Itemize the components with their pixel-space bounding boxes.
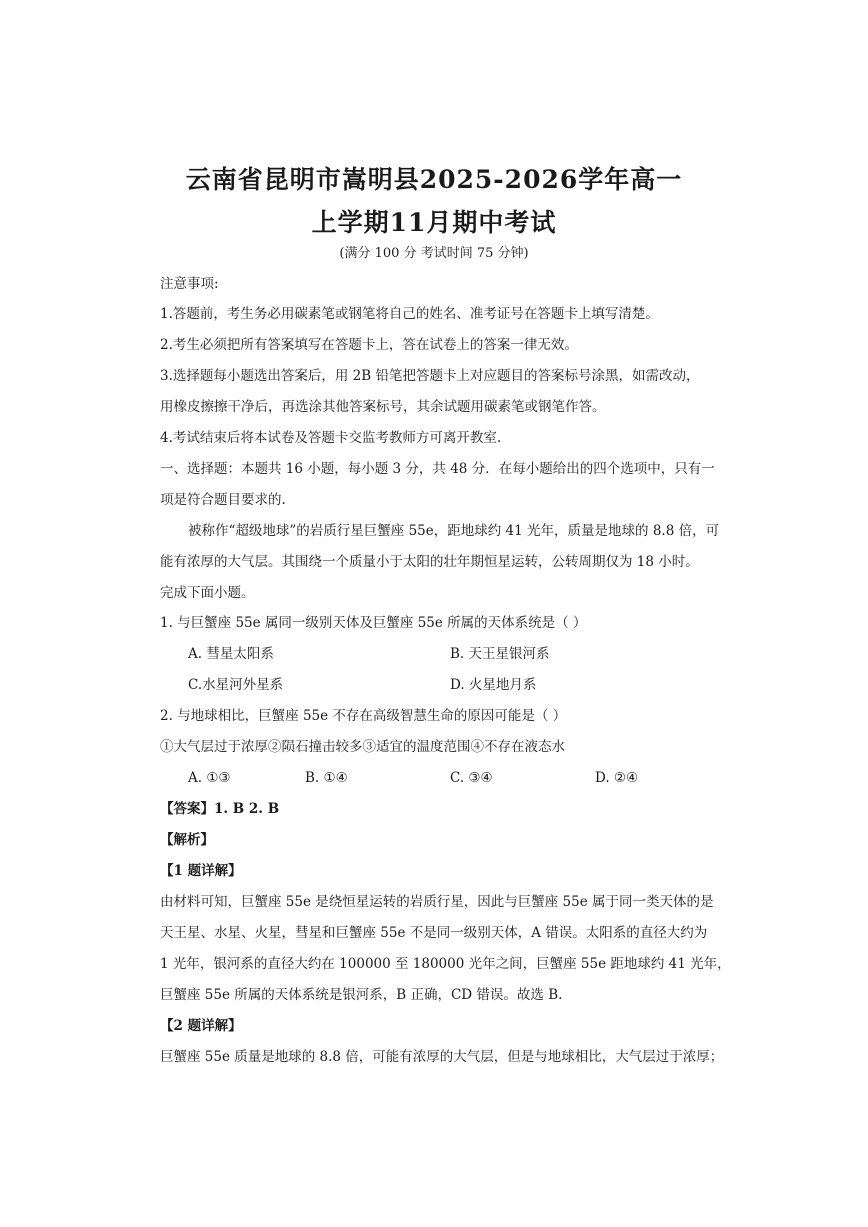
exam-subtitle: (满分 100 分 考试时间 75 分钟) (339, 246, 529, 261)
passage-line: 能有浓厚的大气层。其围绕一个质量小于太阳的壮年期恒星运转，公转周期仅为 18 小时。 (160, 554, 699, 570)
q1-detail-line: 巨蟹座 55e 所属的天体系统是银河系，B 正确，CD 错误。故选 B. (160, 987, 563, 1003)
exam-title-line2: 上学期11月期中考试 (311, 208, 557, 237)
q2-option-d: D. ②④ (595, 770, 639, 786)
passage-line: 完成下面小题。 (160, 585, 255, 601)
note-item: 3.选择题每小题选出答案后，用 2B 铅笔把答题卡上对应题目的答案标号涂黑，如需改动， (160, 368, 700, 384)
q1-option-a: A. 彗星太阳系 (188, 646, 274, 662)
question-2-stem: 2. 与地球相比，巨蟹座 55e 不存在高级智慧生命的原因可能是（ ） (160, 708, 567, 724)
q2-option-b: B. ①④ (305, 770, 348, 786)
q2-option-c: C. ③④ (450, 770, 493, 786)
answer-line: 【答案】1. B 2. B (160, 801, 280, 817)
section-intro-cont: 项是符合题目要求的. (160, 492, 286, 508)
note-item: 用橡皮擦擦干净后，再选涂其他答案标号，其余试题用碳素笔或钢笔作答。 (160, 399, 606, 415)
q1-detail-line: 1 光年，银河系的直径大约在 100000 至 180000 光年之间，巨蟹座 55e 距地球约 41 光年， (160, 956, 731, 972)
notes-heading: 注意事项: (160, 276, 219, 292)
q1-detail-label: 【1 题详解】 (160, 863, 242, 879)
q1-option-d: D. 火星地月系 (450, 677, 537, 693)
question-2-conditions: ①大气层过于浓厚②陨石撞击较多③适宜的温度范围④不存在液态水 (160, 739, 565, 755)
q2-option-a: A. ①③ (188, 770, 231, 786)
q1-option-b: B. 天王星银河系 (450, 646, 550, 662)
analysis-label: 【解析】 (160, 832, 214, 848)
question-1-stem: 1. 与巨蟹座 55e 属同一级别天体及巨蟹座 55e 所属的天体系统是（ ） (160, 615, 587, 631)
q1-option-c: C.水星河外星系 (188, 677, 284, 693)
q2-detail-label: 【2 题详解】 (160, 1018, 242, 1034)
passage-line: 被称作“超级地球”的岩质行星巨蟹座 55e，距地球约 41 光年，质量是地球的 8.8 倍，可 (188, 523, 720, 539)
q2-detail-line: 巨蟹座 55e 质量是地球的 8.8 倍，可能有浓厚的大气层，但是与地球相比，大气层过于浓厚； (160, 1049, 724, 1065)
q1-detail-line: 天王星、水星、火星，彗星和巨蟹座 55e 不是同一级别天体，A 错误。太阳系的直径大约为 (160, 925, 708, 941)
q1-detail-line: 由材料可知，巨蟹座 55e 是绕恒星运转的岩质行星，因此与巨蟹座 55e 属于同一类天体的是 (160, 894, 714, 910)
note-item: 4.考试结束后将本试卷及答题卡交监考教师方可离开教室. (160, 430, 502, 446)
section-intro: 一、选择题：本题共 16 小题，每小题 3 分，共 48 分．在每小题给出的四个选项中，只有一 (160, 461, 715, 477)
exam-title-line1: 云南省昆明市嵩明县2025-2026学年高一 (185, 165, 683, 194)
note-item: 2.考生必须把所有答案填写在答题卡上，答在试卷上的答案一律无效。 (160, 337, 578, 353)
note-item: 1.答题前，考生务必用碳素笔或钢笔将自己的姓名、准考证号在答题卡上填写清楚。 (160, 306, 659, 322)
